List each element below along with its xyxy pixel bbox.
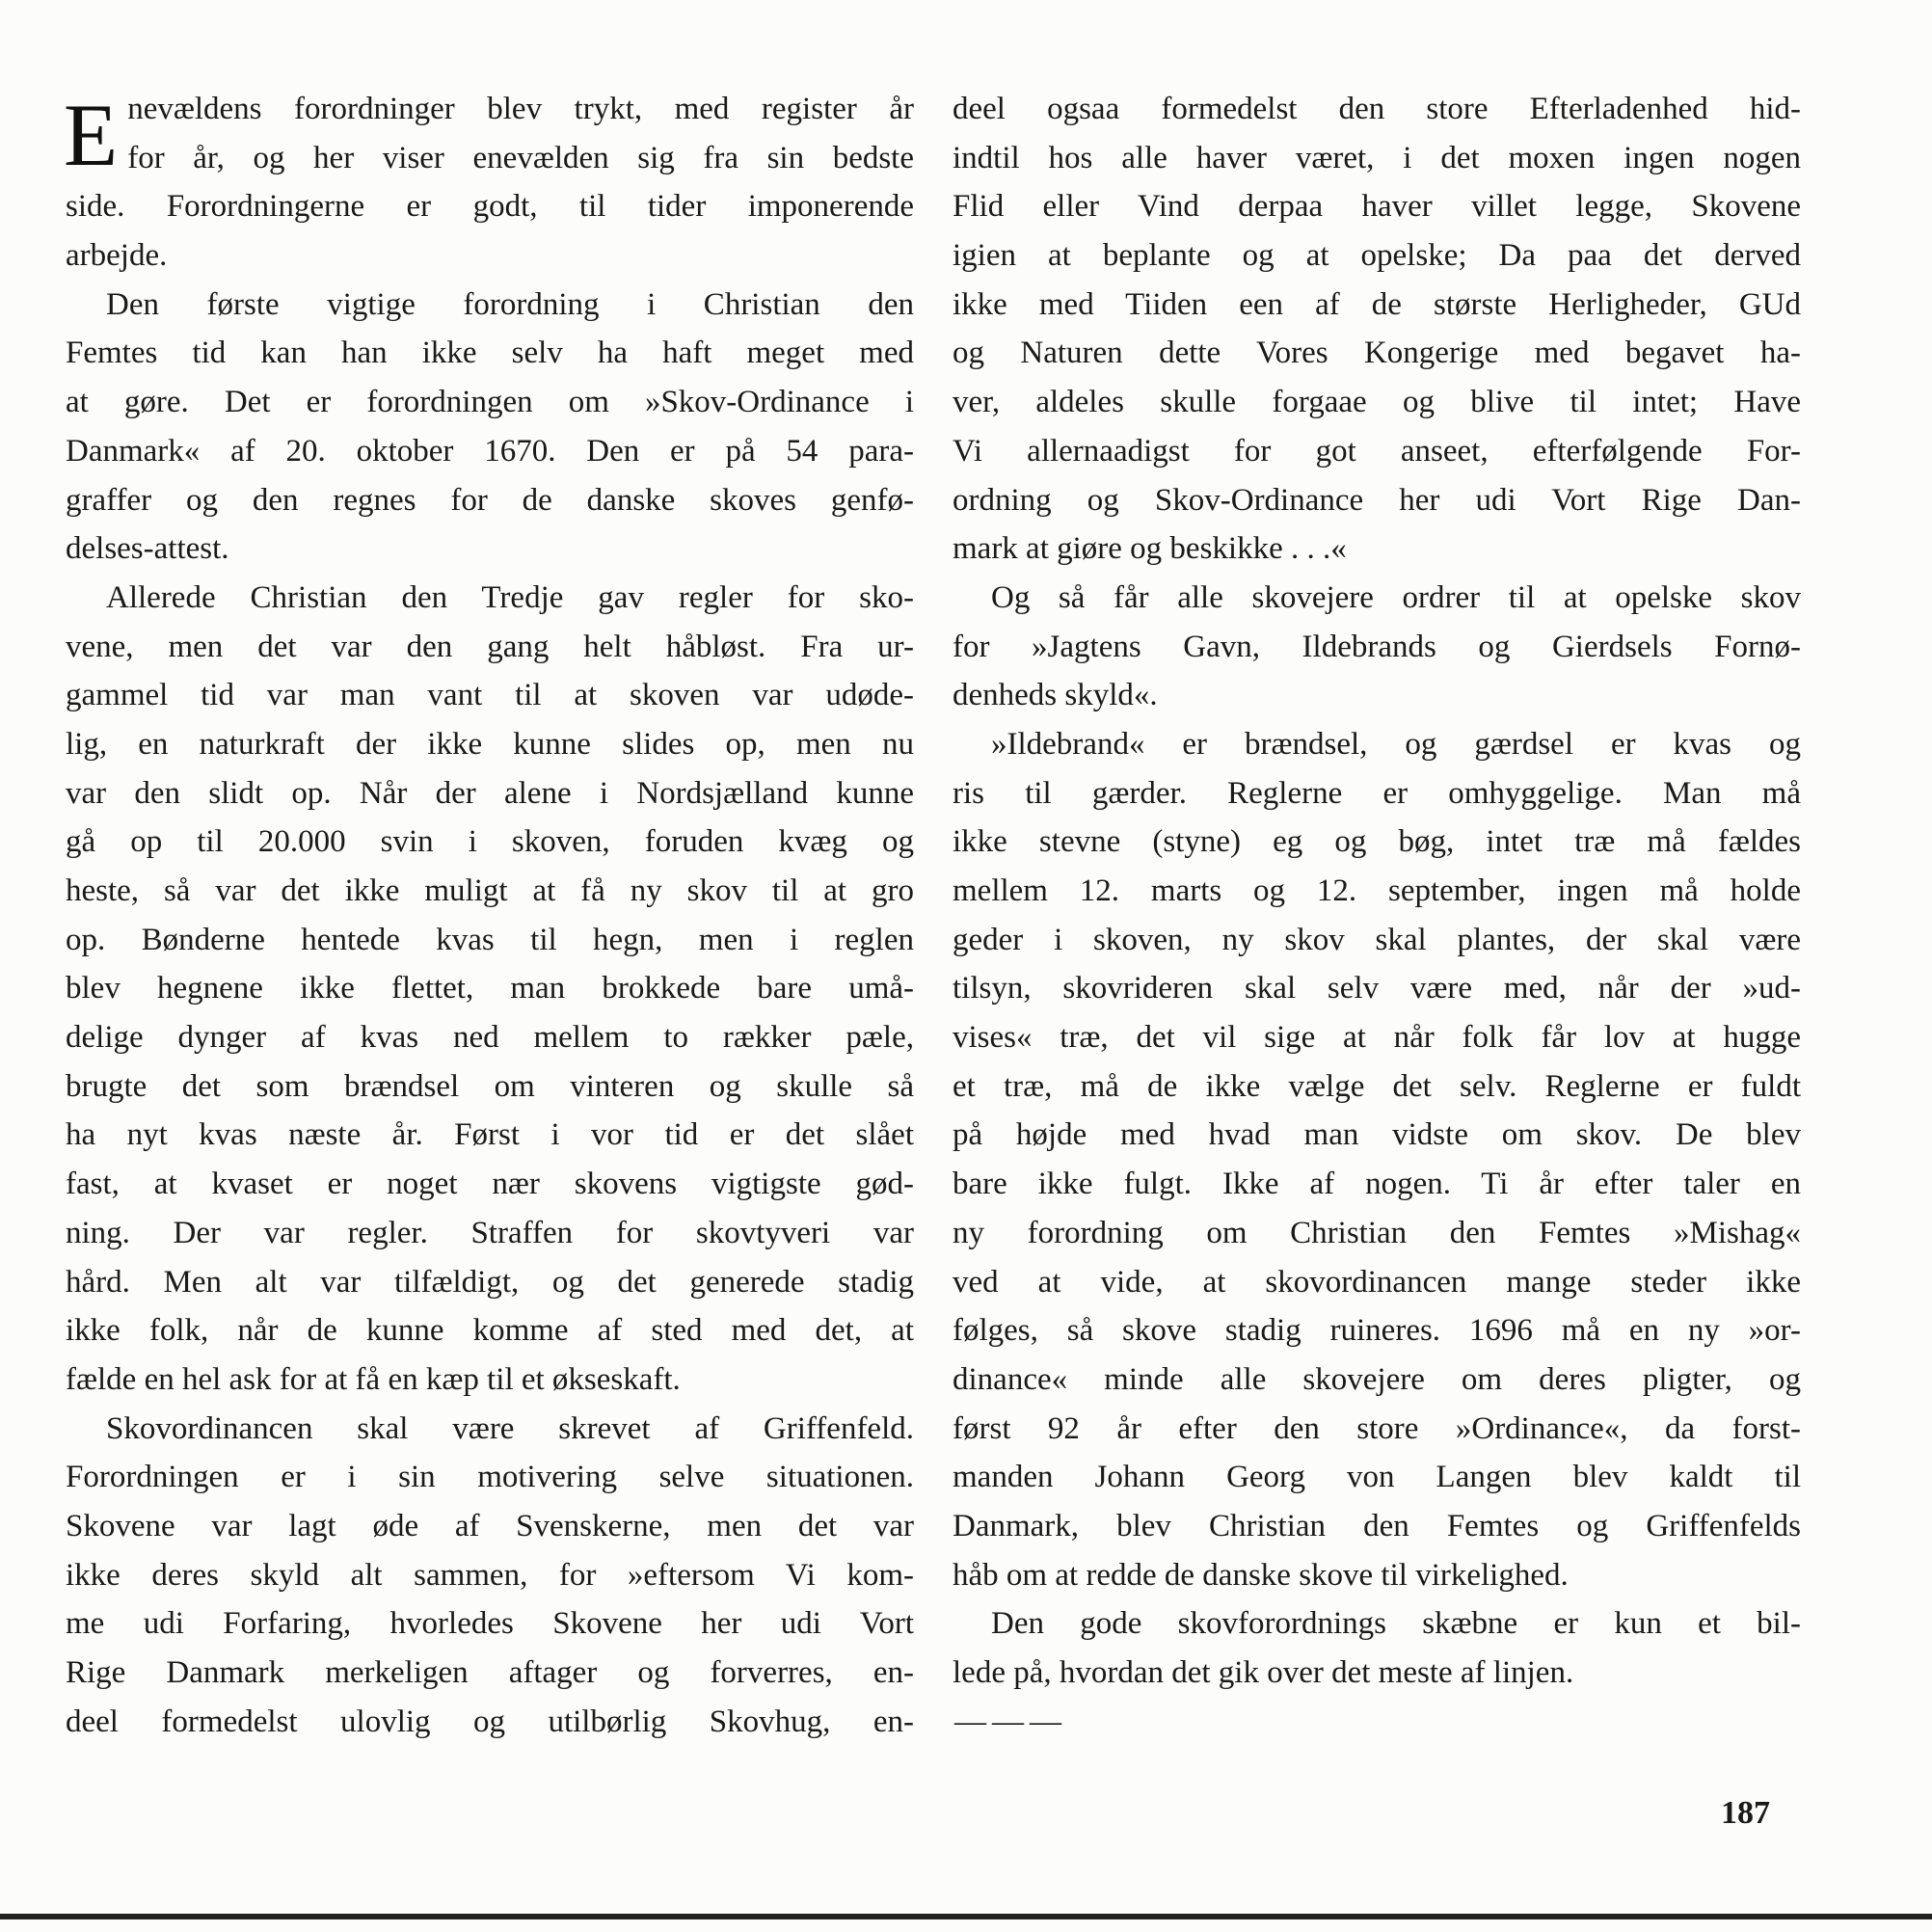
text-line: gå op til 20.000 svin i skoven, foruden kvæg og (66, 824, 914, 860)
text-line: »Ildebrand« er brændsel, og gærdsel er kvas og (991, 726, 1801, 762)
text-line: mark at giøre og beskikke . . .« (953, 531, 1347, 567)
text-line: ikke stevne (styne) eg og bøg, intet træ må fældes (953, 824, 1801, 860)
text-line: deel ogsaa formedelst den store Efterladenhed hid- (953, 92, 1801, 126)
text-line: ny forordning om Christian den Femtes »Mishag« (953, 1215, 1801, 1250)
text-line: ved at vide, at skovordinancen mange steder ikke (953, 1264, 1801, 1300)
text-line: var den slidt op. Når der alene i Nordsjælland kunne (66, 775, 914, 811)
text-line: manden Johann Georg von Langen blev kaldt til (953, 1460, 1801, 1495)
text-line: blev hegnene ikke flettet, man brokkede bare umå- (66, 971, 914, 1006)
text-line: nevældens forordninger blev trykt, med register år (127, 92, 914, 126)
text-line: for »Jagtens Gavn, Ildebrands og Gierdsels Fornø- (953, 629, 1801, 664)
text-line: Flid eller Vind derpaa haver villet legge, Skovene (953, 189, 1801, 225)
page-number: 187 (1721, 1795, 1770, 1831)
text-line: denheds skyld«. (953, 678, 1158, 713)
text-line: deel formedelst ulovlig og utilbørlig Skovhug, en- (66, 1704, 914, 1739)
text-line: for år, og her viser enevælden sig fra sin bedste (127, 140, 914, 175)
text-line: graffer og den regnes for de danske skoves genfø- (66, 482, 914, 518)
text-line: vises« træ, det vil sige at når folk får lov at hugge (953, 1020, 1801, 1056)
text-line: geder i skoven, ny skov skal plantes, der skal være (953, 922, 1801, 957)
text-line: Allerede Christian den Tredje gav regler for sko- (106, 579, 914, 615)
text-line: ning. Der var regler. Straffen for skovtyveri var (66, 1215, 914, 1250)
text-line: fast, at kvaset er noget nær skovens vigtigste gød- (66, 1167, 914, 1202)
text-line: arbejde. (66, 238, 168, 274)
text-line: Forordningen er i sin motivering selve situationen. (66, 1460, 914, 1495)
text-line: gammel tid var man vant til at skoven var udøde- (66, 678, 914, 713)
text-line: tilsyn, skovrideren skal selv være med, når der »ud- (953, 971, 1801, 1006)
text-line: først 92 år efter den store »Ordinance«, da forst- (953, 1410, 1801, 1446)
text-line: ver, aldeles skulle forgaae og blive til intet; Have (953, 385, 1801, 420)
text-line: Skovene var lagt øde af Svenskerne, men det var (66, 1508, 914, 1543)
text-line: brugte det som brændsel om vinteren og skulle så (66, 1068, 914, 1104)
text-line: Danmark, blev Christian den Femtes og Griffenfelds (953, 1508, 1801, 1543)
text-line: Danmark« af 20. oktober 1670. Den er på 54 para- (66, 433, 914, 469)
text-line: dinance« minde alle skovejere om deres pligter, og (953, 1361, 1801, 1397)
text-line: Den gode skovforordnings skæbne er kun et bil- (991, 1606, 1801, 1642)
text-line: og Naturen dette Vores Kongerige med begavet ha- (953, 335, 1801, 371)
text-line: delses-attest. (66, 531, 229, 567)
text-line: ha nyt kvas næste år. Først i vor tid er det slået (66, 1117, 914, 1153)
text-line: me udi Forfaring, hvorledes Skovene her udi Vort (66, 1606, 914, 1642)
text-line: på højde med hvad man vidste om skov. De blev (953, 1117, 1801, 1153)
text-line: Rige Danmark merkeligen aftager og forverres, en- (66, 1655, 914, 1690)
text-line: ordning og Skov-Ordinance her udi Vort Rige Dan- (953, 482, 1801, 518)
text-line: følges, så skove stadig ruineres. 1696 må en ny »or- (953, 1313, 1801, 1349)
text-line: Den første vigtige forordning i Christian den (106, 286, 914, 322)
text-line: op. Bønderne hentede kvas til hegn, men i reglen (66, 922, 914, 957)
text-line: Vi allernaadigst for got anseet, efterfølgende For- (953, 433, 1801, 469)
right-column (953, 85, 1801, 1746)
text-line: Skovordinancen skal være skrevet af Griffenfeld. (106, 1410, 914, 1446)
text-line: ikke folk, når de kunne komme af sted med det, at (66, 1313, 914, 1349)
opening-paragraph (66, 85, 914, 281)
text-line: bare ikke fulgt. Ikke af nogen. Ti år efter taler en (953, 1167, 1801, 1202)
text-line: mellem 12. marts og 12. september, ingen må holde (953, 873, 1801, 908)
section-end-mark: ——— (954, 1704, 1067, 1739)
text-line: håb om at redde de danske skove til virkelighed. (953, 1557, 1569, 1593)
text-line: indtil hos alle haver været, i det moxen ingen nogen (953, 140, 1801, 175)
left-column (66, 85, 914, 1746)
text-line: Og så får alle skovejere ordrer til at opelske skov (991, 579, 1801, 615)
text-line: ikke deres skyld alt sammen, for »eftersom Vi kom- (66, 1557, 914, 1593)
text-line: Femtes tid kan han ikke selv ha haft meget med (66, 335, 914, 371)
text-line: heste, så var det ikke muligt at få ny skov til at gro (66, 873, 914, 908)
text-line: side. Forordningerne er godt, til tider imponerende (66, 189, 914, 225)
text-line: lede på, hvordan det gik over det meste af linjen. (953, 1655, 1574, 1690)
text-line: lig, en naturkraft der ikke kunne slides op, men nu (66, 726, 914, 762)
text-line: at gøre. Det er forordningen om »Skov-Ordinance i (66, 385, 914, 420)
text-line: igien at beplante og at opelske; Da paa det derved (953, 238, 1801, 274)
text-line: fælde en hel ask for at få en kæp til et økseskaft. (66, 1361, 681, 1397)
text-line: vene, men det var den gang helt håbløst. Fra ur- (66, 629, 914, 664)
drop-cap: E (64, 86, 119, 184)
text-line: delige dynger af kvas ned mellem to rækker pæle, (66, 1020, 914, 1056)
bottom-edge (0, 1914, 1932, 1919)
text-line: ikke med Tiiden een af de største Herligheder, GUd (953, 286, 1801, 322)
text-line: hård. Men alt var tilfældigt, og det generede stadig (66, 1264, 914, 1300)
text-line: et træ, må de ikke vælge det selv. Reglerne er fuldt (953, 1068, 1801, 1104)
text-line: ris til gærder. Reglerne er omhyggelige. Man må (953, 775, 1801, 811)
